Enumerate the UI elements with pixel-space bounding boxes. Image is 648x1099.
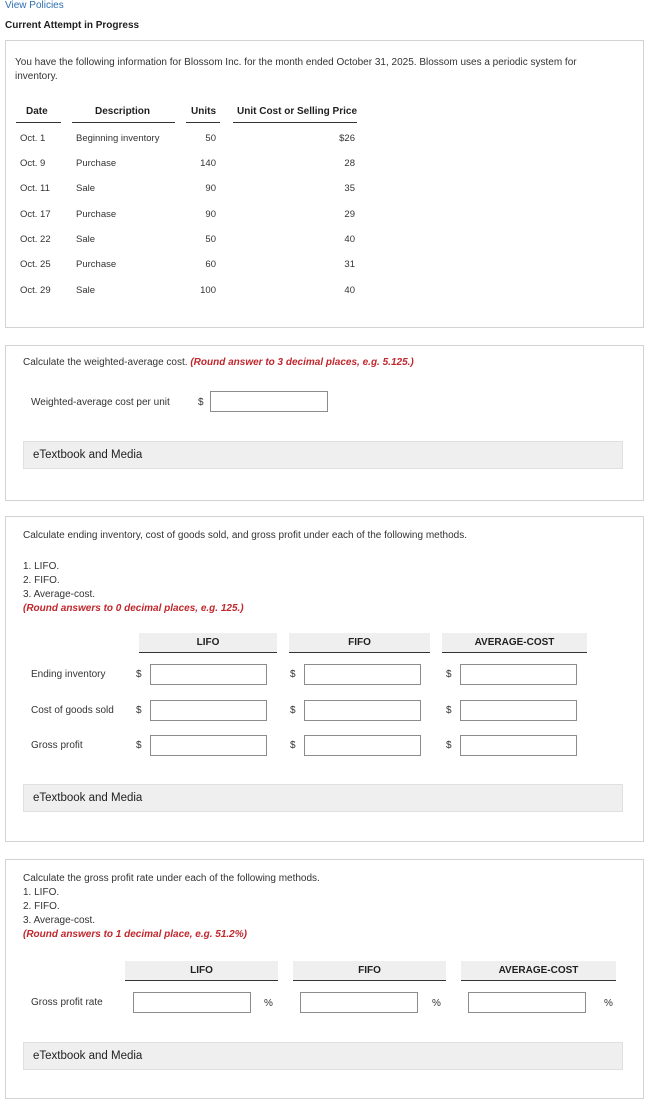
- row-description: Purchase: [76, 209, 117, 220]
- part2-instruction: Calculate ending inventory, cost of goods sold, and gross profit under each of the following methods.: [23, 530, 467, 541]
- th-price-rule: [233, 122, 357, 123]
- row-date: Oct. 29: [20, 285, 51, 296]
- part2-col-average: AVERAGE-COST: [442, 633, 587, 653]
- part2-rounding: (Round answers to 0 decimal places, e.g. 125.): [23, 603, 244, 614]
- row-units: 90: [205, 183, 216, 194]
- weighted-average-input[interactable]: [210, 391, 328, 412]
- gross-profit-rate-fifo-percent: %: [432, 998, 441, 1009]
- row-units: 60: [205, 259, 216, 270]
- row-date: Oct. 25: [20, 259, 51, 270]
- part1-instruction: Calculate the weighted-average cost.: [23, 357, 188, 368]
- cost-of-goods-sold-lifo-dollar: $: [136, 705, 142, 716]
- row-date: Oct. 1: [20, 133, 46, 144]
- attempt-status: Current Attempt in Progress: [5, 20, 140, 31]
- ending-inventory-lifo-input[interactable]: [150, 664, 267, 685]
- row-units: 100: [200, 285, 216, 296]
- ending-inventory-average-dollar: $: [446, 669, 452, 680]
- gross-profit-fifo-input[interactable]: [304, 735, 421, 756]
- th-description: Description: [95, 106, 151, 117]
- part2-col-lifo: LIFO: [139, 633, 277, 653]
- weighted-average-dollar: $: [198, 397, 204, 408]
- cost-of-goods-sold-average-dollar: $: [446, 705, 452, 716]
- row-description: Sale: [76, 285, 96, 296]
- cost-of-goods-sold-lifo-input[interactable]: [150, 700, 267, 721]
- gross-profit-lifo-input[interactable]: [150, 735, 267, 756]
- part3-etextbook[interactable]: eTextbook and Media: [23, 1042, 623, 1070]
- th-desc-rule: [72, 122, 175, 123]
- row-price: 31: [344, 259, 355, 270]
- ending-inventory-label: Ending inventory: [31, 669, 106, 680]
- gross-profit-lifo-dollar: $: [136, 740, 142, 751]
- row-description: Purchase: [76, 259, 117, 270]
- row-description: Sale: [76, 234, 96, 245]
- part3-col-fifo: FIFO: [293, 961, 446, 981]
- part3-col-average: AVERAGE-COST: [461, 961, 616, 981]
- gross-profit-average-input[interactable]: [460, 735, 577, 756]
- gross-profit-rate-label: Gross profit rate: [31, 997, 103, 1008]
- problem-intro: You have the following information for Blossom Inc. for the month ended October 31, 2025. Blossom uses a periodic system for inventory.: [15, 57, 577, 82]
- row-units: 50: [205, 133, 216, 144]
- row-price: $26: [339, 133, 355, 144]
- part3-instruction: Calculate the gross profit rate under each of the following methods.: [23, 873, 320, 884]
- part3-rounding: (Round answers to 1 decimal place, e.g. 51.2%): [23, 929, 247, 940]
- part3-method-fifo: 2. FIFO.: [23, 901, 60, 912]
- gross-profit-rate-average-percent: %: [604, 998, 613, 1009]
- cost-of-goods-sold-average-input[interactable]: [460, 700, 577, 721]
- ending-inventory-lifo-dollar: $: [136, 669, 142, 680]
- gross-profit-rate-fifo-input[interactable]: [300, 992, 418, 1013]
- row-price: 29: [344, 209, 355, 220]
- row-date: Oct. 9: [20, 158, 46, 169]
- ending-inventory-fifo-input[interactable]: [304, 664, 421, 685]
- row-units: 140: [200, 158, 216, 169]
- gross-profit-fifo-dollar: $: [290, 740, 296, 751]
- cost-of-goods-sold-fifo-input[interactable]: [304, 700, 421, 721]
- row-description: Purchase: [76, 158, 117, 169]
- cost-of-goods-sold-label: Cost of goods sold: [31, 705, 114, 716]
- part3-col-lifo: LIFO: [125, 961, 278, 981]
- row-description: Beginning inventory: [76, 133, 160, 144]
- part1-rounding: (Round answer to 3 decimal places, e.g. 5.125.): [190, 357, 414, 368]
- gross-profit-rate-lifo-percent: %: [264, 998, 273, 1009]
- part1-panel: [5, 345, 644, 501]
- row-price: 35: [344, 183, 355, 194]
- th-price: Unit Cost or Selling Price: [237, 106, 358, 117]
- row-date: Oct. 11: [20, 183, 50, 194]
- part3-text: [23, 872, 320, 942]
- part1-etextbook[interactable]: eTextbook and Media: [23, 441, 623, 469]
- row-price: 40: [344, 285, 355, 296]
- part2-methods: [23, 560, 244, 616]
- part2-method-lifo: 1. LIFO.: [23, 561, 60, 572]
- ending-inventory-average-input[interactable]: [460, 664, 577, 685]
- view-policies-link[interactable]: View Policies: [5, 0, 64, 11]
- part3-method-average: 3. Average-cost.: [23, 915, 96, 926]
- ending-inventory-fifo-dollar: $: [290, 669, 296, 680]
- part3-method-lifo: 1. LIFO.: [23, 887, 60, 898]
- gross-profit-average-dollar: $: [446, 740, 452, 751]
- gross-profit-rate-lifo-input[interactable]: [133, 992, 251, 1013]
- part2-method-average: 3. Average-cost.: [23, 589, 96, 600]
- th-units: Units: [191, 106, 216, 117]
- part1-instruction-line: [23, 357, 414, 368]
- part2-etextbook[interactable]: eTextbook and Media: [23, 784, 623, 812]
- weighted-average-label: Weighted-average cost per unit: [31, 397, 170, 408]
- cost-of-goods-sold-fifo-dollar: $: [290, 705, 296, 716]
- row-units: 90: [205, 209, 216, 220]
- row-description: Sale: [76, 183, 96, 194]
- part2-col-fifo: FIFO: [289, 633, 430, 653]
- row-price: 40: [344, 234, 355, 245]
- gross-profit-label: Gross profit: [31, 740, 83, 751]
- th-date: Date: [26, 106, 48, 117]
- th-units-rule: [186, 122, 220, 123]
- row-date: Oct. 22: [20, 234, 51, 245]
- gross-profit-rate-average-input[interactable]: [468, 992, 586, 1013]
- row-date: Oct. 17: [20, 209, 51, 220]
- th-date-rule: [16, 122, 61, 123]
- part2-method-fifo: 2. FIFO.: [23, 575, 60, 586]
- row-units: 50: [205, 234, 216, 245]
- row-price: 28: [344, 158, 355, 169]
